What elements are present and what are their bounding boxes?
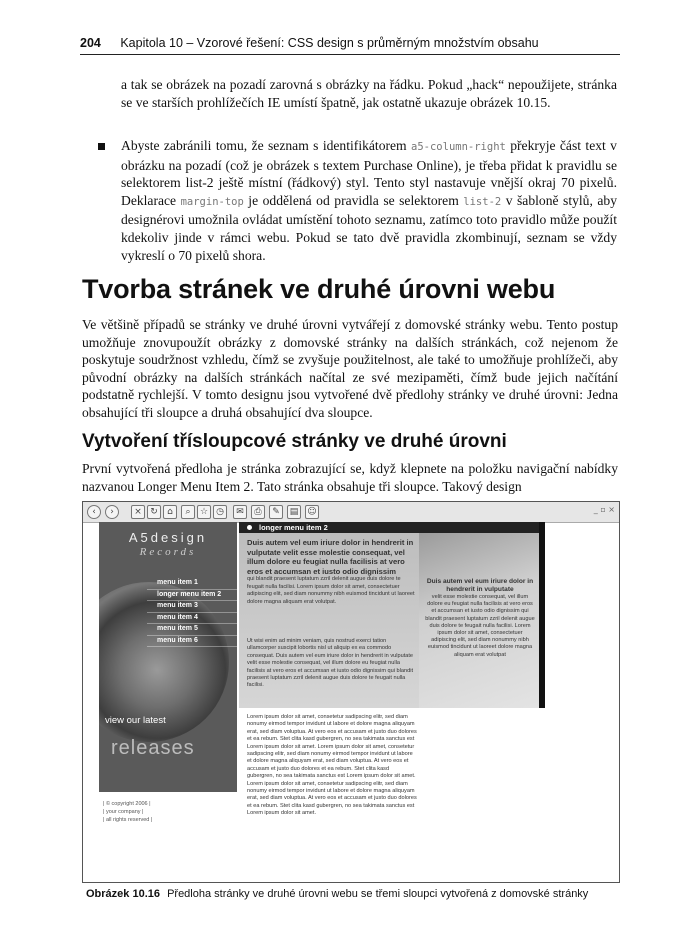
forward-icon[interactable]: › <box>105 505 119 519</box>
print-icon[interactable]: ⎙ <box>251 505 265 519</box>
mail-icon[interactable]: ✉ <box>233 505 247 519</box>
para2-text-d: v šabloně stylů, aby designérovi umožnila ovládat umístění tohoto seznamu, zatímco toto pravidlo může použít kdekoliv jinde v rámci webu. Pokud se tato dvě pravidla zkombinují, seznam se vždy vykreslí o 70 pixelů shora. <box>121 192 617 263</box>
copyright-block <box>103 800 152 824</box>
running-header <box>80 36 620 55</box>
right-body: velit esse molestie consequat, vel illum dolore eu feugiat nulla facilisis at vero eros et accumsan et iusto odio dignissim qui blandit praesent luptatum zzril delenit augue duis dolore te feugait nulla facilisi. Lorem ipsum dolor sit amet, consectetuer adipiscing elit, sed diam nonummy nibh euismod tincidunt ut laoreet dolore magna aliquam erat volutpat <box>425 594 535 658</box>
menu-item-3[interactable]: menu item 3 <box>147 601 237 613</box>
favorites-star-icon[interactable]: ☆ <box>197 505 211 519</box>
menu-item-5[interactable]: menu item 5 <box>147 624 237 636</box>
discuss-icon[interactable]: ▤ <box>287 505 301 519</box>
page-title-text: longer menu item 2 <box>259 523 328 532</box>
history-icon[interactable]: ◷ <box>213 505 227 519</box>
caption-label: Obrázek 10.16 <box>86 888 160 900</box>
site-logo: A5design <box>128 530 208 545</box>
rights-line: | all rights reserved | <box>103 817 153 823</box>
bullet-dot-icon <box>247 525 252 530</box>
bullet-square-icon <box>98 143 105 150</box>
section-heading: Tvorba stránek ve druhé úrovni webu <box>82 274 556 304</box>
view-latest-label[interactable]: view our latest <box>105 715 166 726</box>
dark-edge-bar <box>539 522 545 708</box>
middle-heading: Duis autem vel eum iriure dolor in hendrerit in vulputate velit esse molestie consequat, vel illum dolore eu feugiat nulla facilisis at vero eros et accumsan et iusto odio dignissim <box>247 538 414 576</box>
page-number: 204 <box>80 36 101 50</box>
menu-item-6[interactable]: menu item 6 <box>147 636 237 648</box>
menu-item-1[interactable]: menu item 1 <box>147 578 237 590</box>
para2-text-b: překryje část text v obrázku na pozadí (což je obrázek s textem Purchase Online), je třeba přidat k pravidlu se selektorem list-2 ještě místní (řádkový) styl. Tento styl nastavuje vnější okraj 70 pixelů. Deklarace <box>121 138 617 208</box>
figure-screenshot <box>82 501 620 883</box>
para2-text-a: Abyste zabránili tomu, že seznam s identifikátorem <box>121 138 412 153</box>
middle-paragraph: Ut wisi enim ad minim veniam, quis nostrud exerci tation ullamcorper suscipit lobortis nisl ut aliquip ex ea commodo consequat. Duis autem vel eum iriure dolor in hendrerit in vulputate velit esse molestie consequat, vel illum dolore eu feugiat nulla facilisis at vero eros et accumsan et iusto odio dignissim qui blandit praesent luptatum zzril delenit augue duis dolore te feugait nulla facilisi. <box>247 638 414 689</box>
releases-label[interactable]: releases <box>111 737 195 759</box>
stop-icon[interactable]: × <box>131 505 145 519</box>
right-heading: Duis autem vel eum iriure dolor in hendrerit in vulputate <box>426 578 534 593</box>
paragraph-1: a tak se obrázek na pozadí zarovná s obrázky na řádku. Pokud „hack“ nepoužijete, stránka se ve starších prohlížečích IE umístí špatně, jak ostatně ukazuje obrázek 10.15. <box>121 77 617 110</box>
refresh-icon[interactable]: ↻ <box>147 505 161 519</box>
code-list-2: list-2 <box>463 195 502 208</box>
code-margin-top: margin-top <box>180 195 244 208</box>
running-title: Kapitola 10 – Vzorové řešení: CSS design s průměrným množstvím obsahu <box>120 36 539 50</box>
menu-item-2[interactable]: longer menu item 2 <box>147 590 237 602</box>
page-title-bar <box>239 522 545 533</box>
site-logo-subtitle: Records <box>139 546 197 558</box>
company-line: | your company | <box>103 809 144 815</box>
paragraph-4: První vytvořená předloha je stránka zobrazující se, když klepnete na položku navigační nabídky nazvanou Longer Menu Item 2. Tato stránka obsahuje tři sloupce. Takový design <box>82 461 618 494</box>
home-icon[interactable]: ⌂ <box>163 505 177 519</box>
code-a5-column-right: a5-column-right <box>411 141 506 153</box>
paragraph-2 <box>121 137 617 264</box>
right-column-text <box>425 578 535 659</box>
browser-toolbar <box>83 502 619 523</box>
left-column <box>99 522 237 792</box>
messenger-icon[interactable]: ☺ <box>305 505 319 519</box>
figure-caption <box>86 888 588 900</box>
search-icon[interactable]: ⌕ <box>181 505 195 519</box>
edit-icon[interactable]: ✎ <box>269 505 283 519</box>
caption-text: Předloha stránky ve druhé úrovni webu se třemi sloupci vytvořená z domovské stránky <box>167 888 589 900</box>
copyright-line: | © copyright 2006 | <box>103 801 151 807</box>
middle-intro <box>247 538 415 606</box>
nav-menu <box>147 578 237 647</box>
paragraph-3: Ve většině případů se stránky ve druhé úrovni vytvářejí z domovské stránky webu. Tento postup umožňuje znovupoužít obrázky z domovské stránky na dalších stránkách, což nejenom že poskytuje soudržnost vzhledu, čímž se zvyšuje použitelnost, ale také to umožňuje prohlížeči, aby původní obrázky na dalších stránkách načítal ze své mezipaměti, čímž bude jejich načítání podstatně rychlejší. V tomto designu jsou vytvořené dvě předlohy stránky ve druhé úrovni: Jedna obsahující tři sloupce a druhá obsahující dva sloupce. <box>82 317 618 420</box>
bottom-paragraph: Lorem ipsum dolor sit amet, consetetur sadipscing elitr, sed diam nonumy eirmod tempor invidunt ut labore et dolore magna aliquyam erat, sed diam voluptua. At vero eos et accusam et justo duo dolores et ea rebum. Stet clita kasd gubergren, no sea takimata sanctus est Lorem ipsum dolor sit amet. Lorem ipsum dolor sit amet, consetetur sadipscing elitr, sed diam nonumy eirmod tempor invidunt ut labore et dolore magna aliquyam erat, sed diam voluptua. At vero eos et accusam et justo duo dolores et ea rebum. Stet clita kasd gubergren, no sea takimata sanctus est Lorem ipsum dolor sit amet. Lorem ipsum dolor sit amet, consetetur sadipscing elitr, sed diam nonumy eirmod tempor invidunt ut labore et dolore magna aliquyam erat, sed diam voluptua. At vero eos et accusam et justo duo dolores et ea rebum. Stet clita kasd gubergren, no sea takimata sanctus est Lorem ipsum dolor sit amet. <box>247 714 417 817</box>
middle-intro-text: qui blandit praesent luptatum zzril delenit augue duis dolore te feugait nulla facilisi. Lorem ipsum dolor sit amet, consectetuer adipiscing elit, sed diam nonummy nibh euismod tincidunt ut laoreet dolore magna aliquam erat volutpat. <box>247 576 415 605</box>
subsection-heading: Vytvoření třísloupcové stránky ve druhé úrovni <box>82 431 507 452</box>
menu-item-4[interactable]: menu item 4 <box>147 613 237 625</box>
para2-text-c: je oddělená od pravidla se selektorem <box>243 192 464 208</box>
window-controls-icon[interactable]: _ ▫ × <box>593 505 615 514</box>
back-icon[interactable]: ‹ <box>87 505 101 519</box>
